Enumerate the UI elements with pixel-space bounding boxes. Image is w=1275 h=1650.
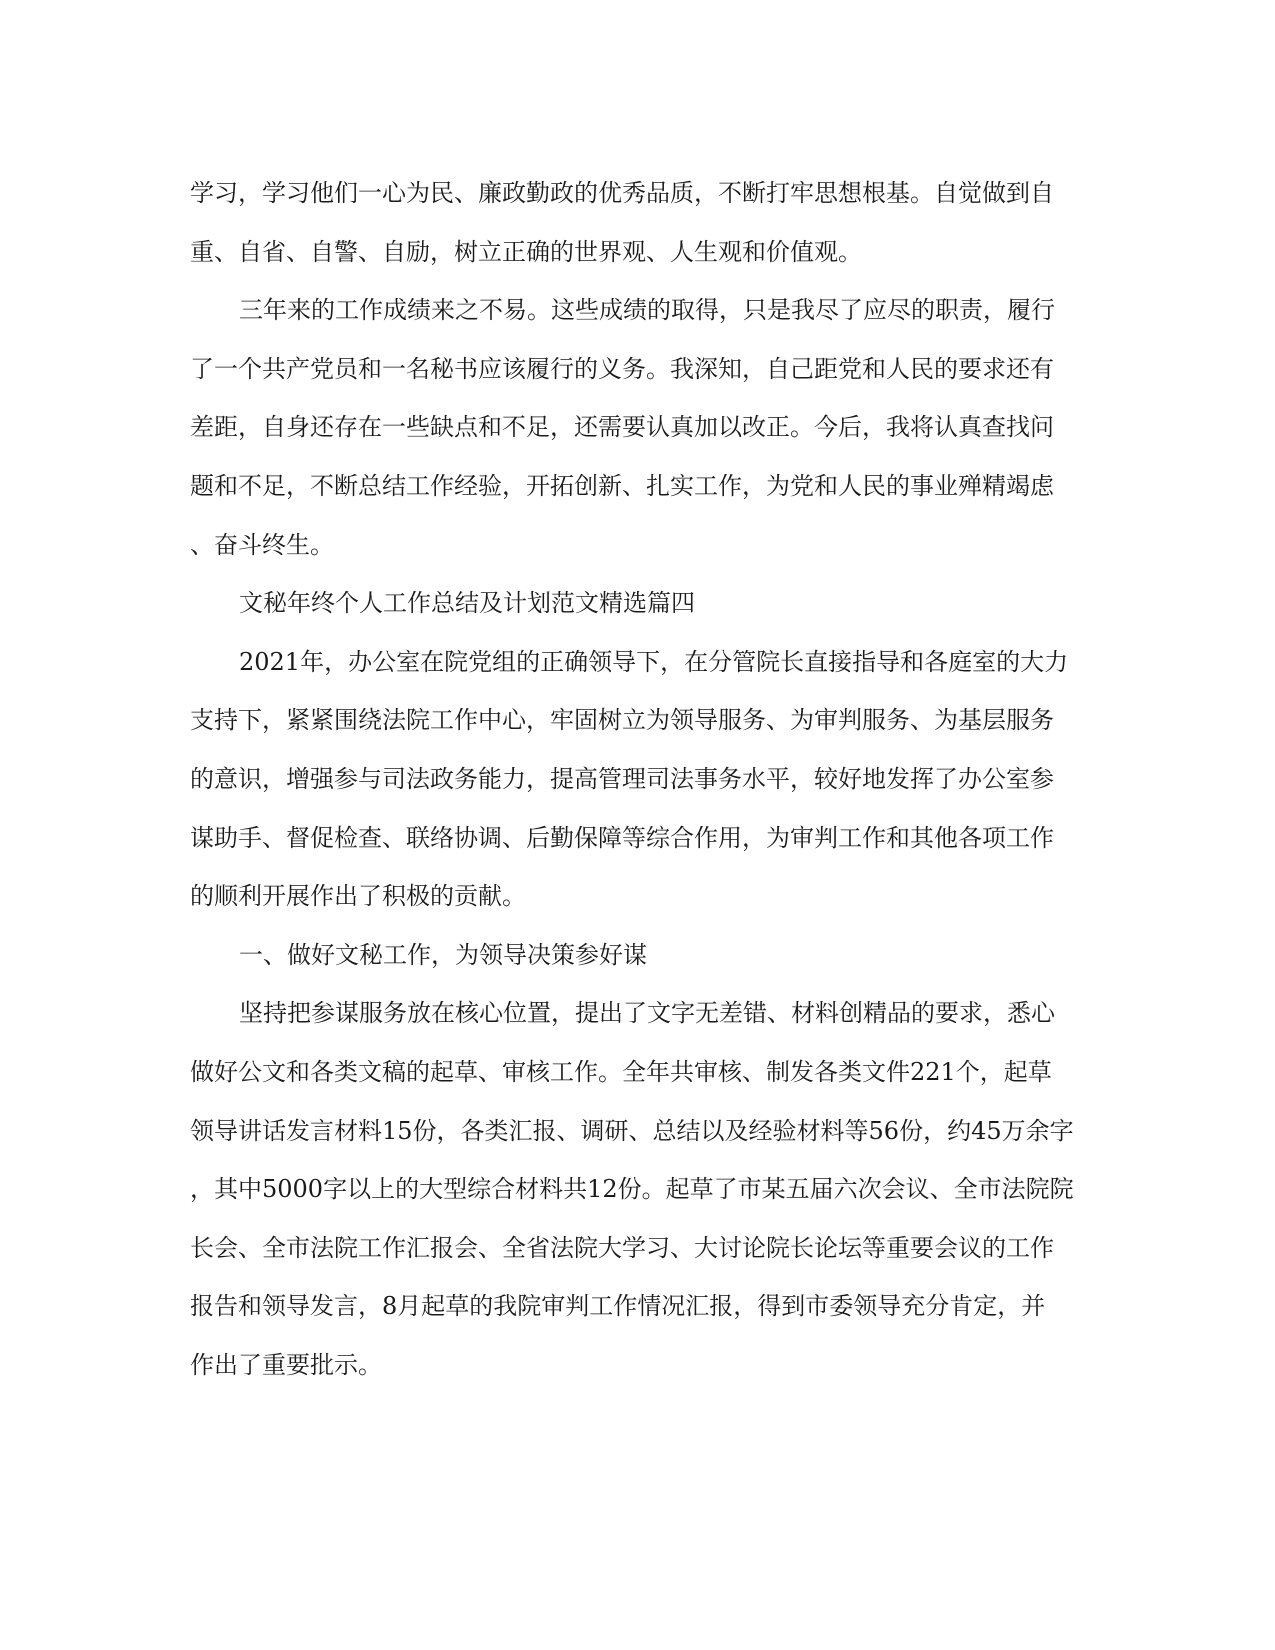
text-line: 重、自省、自警、自励，树立正确的世界观、人生观和价值观。 <box>190 237 862 266</box>
text-line: 长会、全市法院工作汇报会、全省法院大学习、大讨论院长论坛等重要会议的工作 <box>190 1233 1054 1262</box>
text-line: 了一个共产党员和一名秘书应该履行的义务。我深知，自己距党和人民的要求还有 <box>190 354 1054 383</box>
document-body <box>190 164 1090 1394</box>
text-line: 作出了重要批示。 <box>190 1350 382 1379</box>
text-line: 、奋斗终生。 <box>190 530 334 559</box>
paragraph-start-line: 坚持把参谋服务放在核心位置，提出了文字无差错、材料创精品的要求，悉心 <box>239 999 1055 1028</box>
text-line: ，其中5000字以上的大型综合材料共12份。起草了市某五届六次会议、全市法院院 <box>190 1175 1074 1204</box>
paragraph-start-line: 一、做好文秘工作，为领导决策参好谋 <box>239 940 647 969</box>
paragraph-start-line: 2021年，办公室在院党组的正确领导下，在分管院长直接指导和各庭室的大力 <box>239 647 1069 676</box>
text-line: 差距，自身还存在一些缺点和不足，还需要认真加以改正。今后，我将认真查找问 <box>190 413 1054 442</box>
text-line: 领导讲话发言材料15份，各类汇报、调研、总结以及经验材料等56份，约45万余字 <box>190 1116 1074 1145</box>
text-line: 的顺利开展作出了积极的贡献。 <box>190 882 526 911</box>
text-line: 做好公文和各类文稿的起草、审核工作。全年共审核、制发各类文件221个，起草 <box>190 1057 1052 1086</box>
text-line: 报告和领导发言，8月起草的我院审判工作情况汇报，得到市委领导充分肯定，并 <box>190 1292 1046 1321</box>
text-line: 谋助手、督促检查、联络协调、后勤保障等综合作用，为审判工作和其他各项工作 <box>190 823 1054 852</box>
text-line: 的意识，增强参与司法政务能力，提高管理司法事务水平，较好地发挥了办公室参 <box>190 764 1054 793</box>
paragraph-start-line: 文秘年终个人工作总结及计划范文精选篇四 <box>239 589 695 618</box>
text-line: 支持下，紧紧围绕法院工作中心，牢固树立为领导服务、为审判服务、为基层服务 <box>190 706 1054 735</box>
text-line: 学习，学习他们一心为民、廉政勤政的优秀品质，不断打牢思想根基。自觉做到自 <box>190 179 1054 207</box>
text-line: 题和不足，不断总结工作经验，开拓创新、扎实工作，为党和人民的事业殚精竭虑 <box>190 471 1054 500</box>
paragraph-start-line: 三年来的工作成绩来之不易。这些成绩的取得，只是我尽了应尽的职责，履行 <box>239 296 1055 325</box>
